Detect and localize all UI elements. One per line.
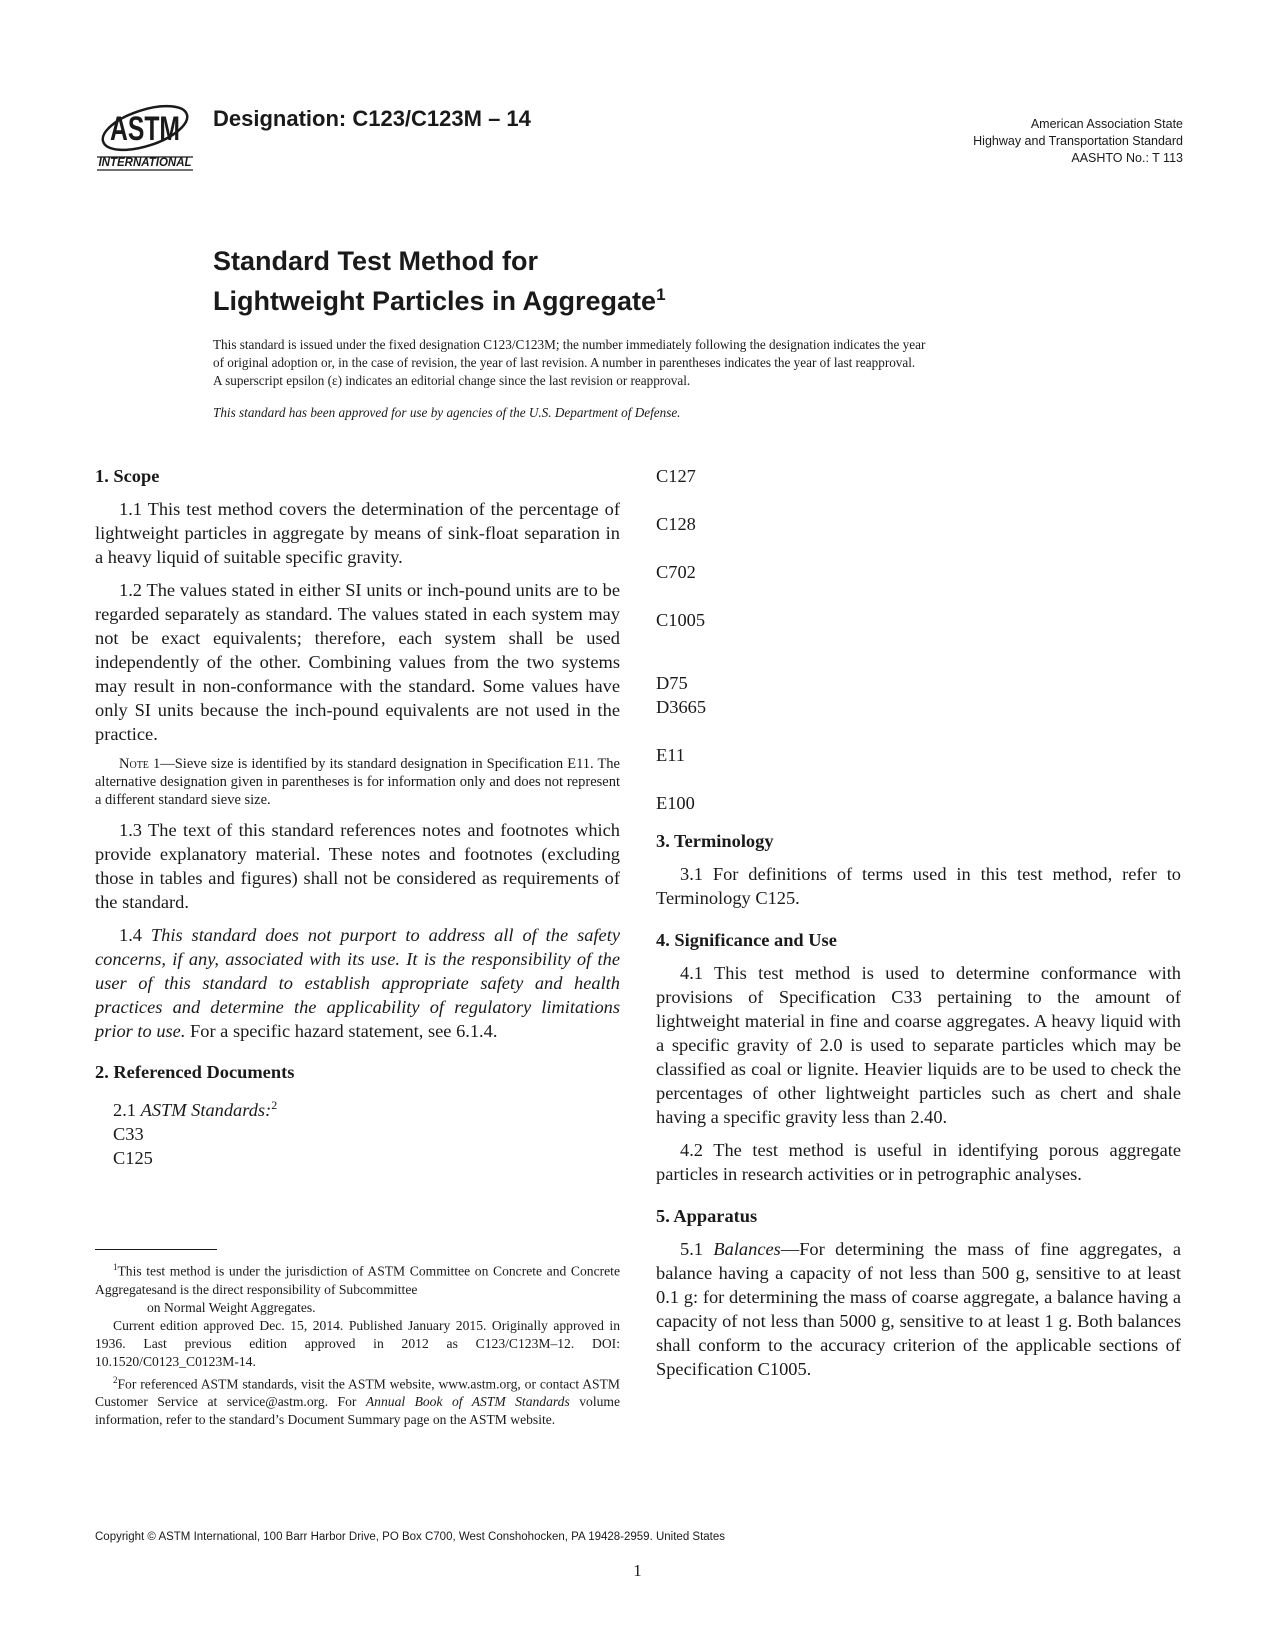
astm-logo xyxy=(95,88,203,180)
referenced-code: C33 xyxy=(113,1124,144,1145)
footnote-text: volume information, refer to the standard’s Document Summary page on the ASTM website. xyxy=(95,1394,620,1428)
referenced-code: E100 xyxy=(656,793,695,813)
referenced-code: C702 xyxy=(656,562,696,582)
right-column xyxy=(656,464,1181,1390)
section-heading-terminology: 3. Terminology xyxy=(656,831,774,851)
footnote-text: For referenced ASTM standards, visit the ASTM website, www.astm.org, or contact ASTM Customer Service at service@astm.org. For xyxy=(95,1376,620,1410)
footnote-divider xyxy=(95,1249,217,1250)
section-heading-referenced-documents: 2. Referenced Documents xyxy=(95,1062,295,1082)
referenced-code: C128 xyxy=(656,514,696,534)
section-heading-scope: 1. Scope xyxy=(95,466,160,486)
dod-note: This standard has been approved for use by agencies of the U.S. Department of Defense. xyxy=(213,405,681,420)
referenced-code: C125 xyxy=(113,1148,153,1169)
astm-standards-label: ASTM Standards: xyxy=(140,1100,272,1121)
aashto-line: AASHTO No.: T 113 xyxy=(1071,151,1183,165)
paragraph-4-2: 4.2 The test method is useful in identifying porous aggregate particles in research activities or in petrographic analyses. xyxy=(656,1140,1181,1184)
astm-standards-line xyxy=(113,1093,620,1122)
hazard-reference: For a specific hazard statement, see 6.1.4. xyxy=(185,1021,498,1041)
footnote-mark: 1 xyxy=(113,1262,118,1272)
referenced-code: E11 xyxy=(656,745,685,765)
safety-statement: This standard does not purport to address all of the safety concerns, if any, associated with its use. It is the responsibility of the user of this standard to establish appropriate safety and health practices and determine the applicability of regulatory limitations prior to use. xyxy=(95,925,620,1041)
footnote-1 xyxy=(95,1258,620,1299)
issue-note-line: This standard is issued under the fixed designation C123/C123M; the number immediately following the designation indicates the year xyxy=(213,337,926,352)
paragraph-3-1: 3.1 For definitions of terms used in this test method, refer to Terminology C125. xyxy=(656,864,1181,908)
paragraph-1-4 xyxy=(95,923,620,1043)
section-heading-significance: 4. Significance and Use xyxy=(656,930,837,950)
footnote-2 xyxy=(95,1371,620,1430)
paragraph-1-3: 1.3 The text of this standard references notes and footnotes which provide explanatory material. These notes and footnotes (excluding those in tables and figures) shall not be considered as requirements of the standard. xyxy=(95,820,620,912)
balances-label: Balances xyxy=(713,1239,781,1259)
title-footnote-mark: 1 xyxy=(656,285,666,304)
document-title xyxy=(213,245,666,318)
left-column xyxy=(95,464,620,1170)
annual-book-title: Annual Book of ASTM Standards xyxy=(365,1394,570,1410)
referenced-code: C1005 xyxy=(656,610,706,630)
referenced-code: D3665 xyxy=(656,697,707,717)
referenced-code: D75 xyxy=(656,673,688,693)
issue-note-line: of original adoption or, in the case of revision, the year of last revision. A number in parentheses indicates the year of last reapproval. xyxy=(213,355,916,370)
footnotes xyxy=(95,1258,620,1429)
footnote-text: This test method is under the jurisdiction of ASTM Committee on Concrete and Concrete Aggregatesand is the direct responsibility of Subcommittee xyxy=(95,1263,620,1297)
paragraph-number: 5.1 xyxy=(680,1239,714,1259)
paragraph-5-1 xyxy=(656,1237,1181,1381)
note-1 xyxy=(95,755,620,809)
section-heading-apparatus: 5. Apparatus xyxy=(656,1206,758,1226)
title-line-2: Lightweight Particles in Aggregate xyxy=(213,286,657,316)
aashto-line: Highway and Transportation Standard xyxy=(973,134,1183,148)
title-line-1: Standard Test Method for xyxy=(213,246,539,276)
logo-subtext: INTERNATIONAL xyxy=(98,157,192,169)
paragraph-4-1: 4.1 This test method is used to determine conformance with provisions of Specification C33 pertaining to the amount of lightweight material in fine and coarse aggregates. A heavy liquid with a specific gravity of 2.0 is used to separate particles which may be classified as coal or lignite. Heavier liquids are to be used to check the percentages of other lightweight particles such as chert and shale having a specific gravity less than 2.40. xyxy=(656,963,1181,1127)
issue-note-line: A superscript epsilon (ε) indicates an editorial change since the last revision or reapproval. xyxy=(213,373,691,388)
note-text: 1—Sieve size is identified by its standard designation in Specification E11. The alternative designation given in parentheses is for information only and does not represent a different standard sieve size. xyxy=(95,756,620,808)
logo-text: ASTM xyxy=(110,110,180,148)
aashto-line: American Association State xyxy=(1030,117,1183,131)
footnote-mark: 2 xyxy=(271,1098,278,1112)
footnote-mark: 2 xyxy=(113,1374,118,1385)
page-number: 1 xyxy=(633,1561,642,1580)
paragraph-1-1: 1.1 This test method covers the determination of the percentage of lightweight particles in aggregate by means of sink-float separation in a heavy liquid of suitable specific gravity. xyxy=(95,499,620,567)
aashto-info xyxy=(973,116,1183,167)
paragraph-1-2: 1.2 The values stated in either SI units or inch-pound units are to be regarded separately as standard. The values stated in each system may not be exact equivalents; therefore, each system shall be used independently of the other. Combining values from the two systems may result in non-conformance with the standard. Some values have only SI units because the inch-pound equivalents are not used in the practice. xyxy=(95,580,620,744)
note-label: Note xyxy=(119,756,149,772)
issue-note xyxy=(213,336,1073,390)
footnote-1-continued: on Normal Weight Aggregates. xyxy=(147,1299,316,1315)
paragraph-number: 1.4 xyxy=(119,925,151,945)
paragraph-number: 2.1 xyxy=(113,1100,141,1121)
balances-text: —For determining the mass of fine aggregates, a balance having a capacity of not less than 500 g, sensitive to at least 0.1 g: for determining the mass of coarse aggregate, a balance having a capacity of not less than 5000 g, sensitive to at least 1 g. Both balances shall conform to the accuracy criterion of the applicable sections of Specification C1005. xyxy=(656,1239,1181,1379)
designation: Designation: C123/C123M – 14 xyxy=(213,106,531,131)
footnote-1-edition: Current edition approved Dec. 15, 2014. Published January 2015. Originally approved in 1936. Last previous edition approved in 2012 as C123/C123M–12. DOI: 10.1520/C0123_C0123M-14. xyxy=(95,1317,620,1369)
referenced-code: C127 xyxy=(656,466,696,486)
copyright-notice: Copyright © ASTM International, 100 Barr Harbor Drive, PO Box C700, West Conshohocken, PA 19428-2959. United States xyxy=(95,1531,726,1543)
